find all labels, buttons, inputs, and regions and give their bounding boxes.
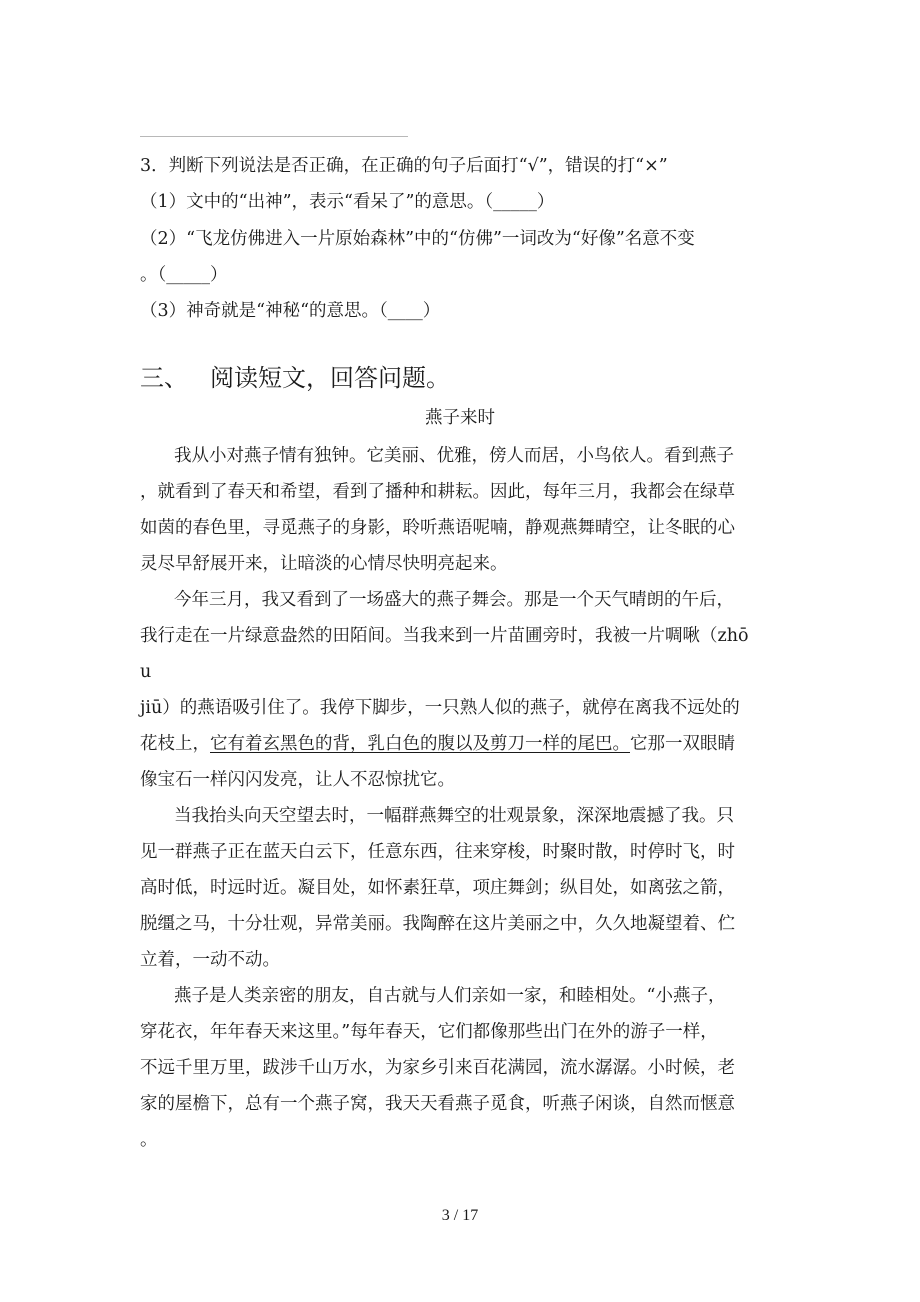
- paragraph-2-line: jiū）的燕语吸引住了。我停下脚步，一只熟人似的燕子，就停在离我不远处的: [140, 698, 740, 718]
- paragraph-2-line: 像宝石一样闪闪发亮，让人不忍惊扰它。: [140, 770, 455, 790]
- paragraph-3-line: 脱缰之马，十分壮观，异常美丽。我陶醉在这片美丽之中，久久地凝望着、伫: [140, 914, 735, 934]
- paragraph-1-line: ，就看到了春天和希望，看到了播种和耕耘。因此，每年三月，我都会在绿草: [140, 482, 735, 502]
- question-3-item-2-line-1: （2）“飞龙仿佛进入一片原始森林”中的“仿佛”一词改为“好像”名意不变: [140, 229, 695, 249]
- paragraph-4-line: 不远千里万里，跋涉千山万水，为家乡引来百花满园，流水潺潺。小时候，老: [140, 1058, 735, 1078]
- underlined-sentence: 它有着玄黑色的背，乳白色的腹以及剪刀一样的尾巴。: [210, 734, 630, 754]
- text-segment: 花枝上，: [140, 734, 210, 754]
- section-title: 阅读短文，回答问题。: [210, 364, 450, 392]
- question-3-prompt: 3．判断下列说法是否正确，在正确的句子后面打“√”，错误的打“×”: [140, 156, 668, 176]
- paragraph-3-line: 见一群燕子正在蓝天白云下，任意东西，往来穿梭，时聚时散，时停时飞，时: [140, 842, 735, 862]
- paragraph-3-line: 当我抬头向天空望去时，一幅群燕舞空的壮观景象，深深地震撼了我。只: [174, 806, 734, 826]
- question-3-item-1: （1）文中的“出神”，表示“看呆了”的意思。（_____）: [140, 192, 555, 212]
- section-heading: [140, 362, 450, 394]
- question-3-item-2-line-2: 。（_____）: [140, 265, 228, 285]
- section-number: 三、: [140, 364, 188, 392]
- article-title: 燕子来时: [425, 408, 495, 428]
- text-segment: 它那一双眼睛: [630, 734, 735, 754]
- paragraph-1-line: 我从小对燕子情有独钟。它美丽、优雅，傍人而居，小鸟依人。看到燕子: [174, 446, 734, 466]
- paragraph-2-line: 今年三月，我又看到了一场盛大的燕子舞会。那是一个天气晴朗的午后，: [174, 590, 734, 610]
- paragraph-1-line: 灵尽早舒展开来，让暗淡的心情尽快明亮起来。: [140, 554, 508, 574]
- paragraph-3-line: 立着，一动不动。: [140, 950, 280, 970]
- paragraph-2-line-with-underline: [140, 732, 735, 756]
- paragraph-2-line: 我行走在一片绿意盎然的田陌间。当我来到一片苗圃旁时，我被一片啁啾（zhō: [140, 626, 749, 646]
- paragraph-2-line: u: [140, 662, 152, 682]
- top-divider: [140, 136, 408, 137]
- paragraph-4-line: 。: [140, 1130, 158, 1150]
- page-number: 3 / 17: [441, 1207, 479, 1224]
- paragraph-1-line: 如茵的春色里，寻觅燕子的身影，聆听燕语呢喃，静观燕舞晴空，让冬眠的心: [140, 518, 735, 538]
- question-3-item-3: （3）神奇就是“神秘“的意思。（____）: [140, 301, 441, 321]
- paragraph-3-line: 高时低，时远时近。凝目处，如怀素狂草，项庄舞剑；纵目处，如离弦之箭，: [140, 878, 735, 898]
- paragraph-4-line: 穿花衣，年年春天来这里。”每年春天，它们都像那些出门在外的游子一样，: [140, 1022, 718, 1042]
- paragraph-4-line: 燕子是人类亲密的朋友，自古就与人们亲如一家，和睦相处。“小燕子，: [174, 986, 726, 1006]
- paragraph-4-line: 家的屋檐下，总有一个燕子窝，我天天看燕子觅食，听燕子闲谈，自然而惬意: [140, 1094, 735, 1114]
